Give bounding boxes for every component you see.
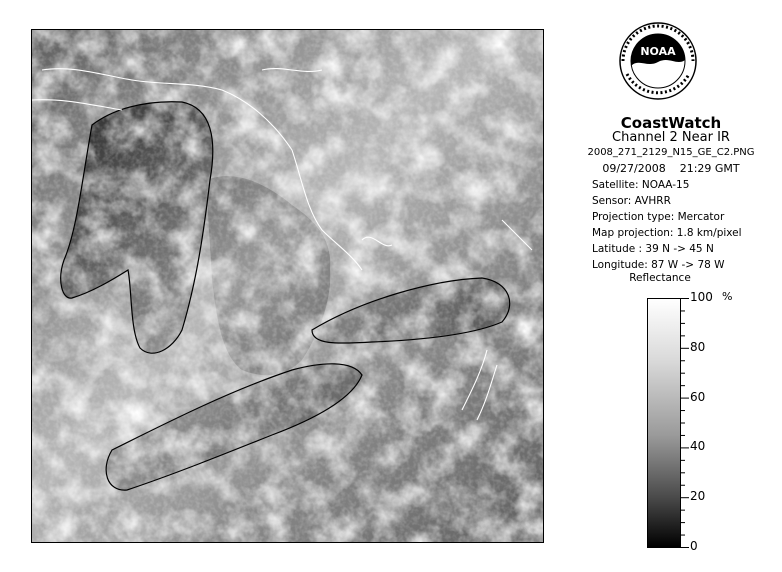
cloud-texture xyxy=(32,30,543,542)
colorbar-unit: % xyxy=(722,290,733,303)
colorbar-tick-label: 0 xyxy=(690,539,698,553)
map-projection-line: Map projection: 1.8 km/pixel xyxy=(592,227,742,239)
noaa-logo xyxy=(619,22,697,100)
colorbar-tick-label: 20 xyxy=(690,489,706,504)
channel-label: Channel 2 Near IR xyxy=(612,130,730,145)
colorbar-tick-label: 60 xyxy=(690,389,706,404)
colorbar xyxy=(647,298,681,548)
date-time: 09/27/2008 21:29 GMT xyxy=(602,162,740,175)
colorbar-title: Reflectance xyxy=(629,272,691,284)
colorbar-tick-label: 100 xyxy=(690,290,713,304)
satellite-image xyxy=(32,30,543,542)
sensor-line: Sensor: AVHRR xyxy=(592,195,671,207)
longitude-line: Longitude: 87 W -> 78 W xyxy=(592,259,725,271)
colorbar-axis xyxy=(681,298,741,548)
colorbar-tick-label: 80 xyxy=(690,339,706,354)
satellite-map xyxy=(31,29,544,543)
satellite-line: Satellite: NOAA-15 xyxy=(592,179,690,191)
product-title: CoastWatch xyxy=(620,114,722,132)
colorbar-tick-label: 40 xyxy=(690,439,706,454)
projection-type-line: Projection type: Mercator xyxy=(592,211,725,223)
logo-text: NOAA xyxy=(640,45,676,58)
file-name: 2008_271_2129_N15_GE_C2.PNG xyxy=(587,147,755,158)
latitude-line: Latitude : 39 N -> 45 N xyxy=(592,243,714,255)
